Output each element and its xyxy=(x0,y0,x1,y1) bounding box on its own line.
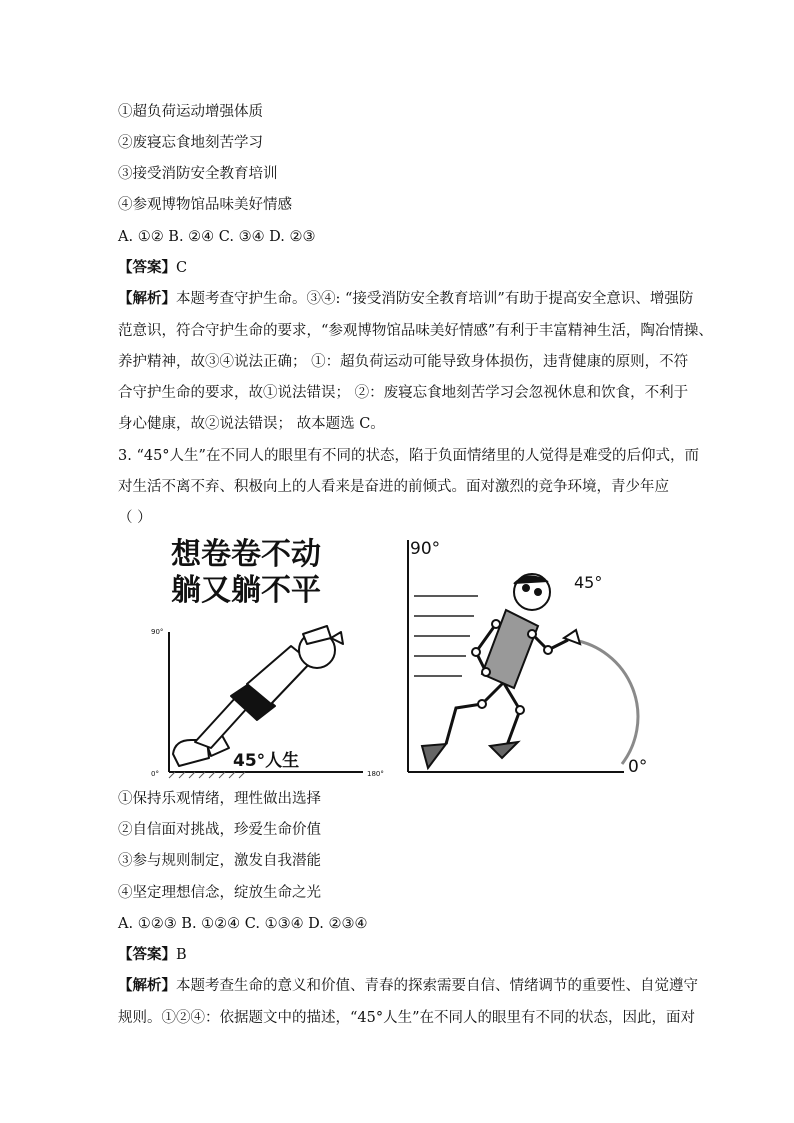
q3-stem-line-3: （ ） xyxy=(118,510,152,526)
q3-analysis-line-2: 规则。①②④：依据题文中的描述，“45°人生”在不同人的眼里有不同的状态，因此，面对 xyxy=(118,1010,696,1026)
q3-option-1: ①保持乐观情绪，理性做出选择 xyxy=(118,791,321,807)
q3-analysis-text-1: 本题考查生命的意义和价值、青春的探索需要自信、情绪调节的重要性、自觉遵守 xyxy=(176,978,698,994)
leaning-person xyxy=(173,626,343,766)
left-axis-0: 0° xyxy=(151,770,159,778)
q2-option-2: ②废寝忘食地刻苦学习 xyxy=(118,135,263,151)
q2-option-3: ③接受消防安全教育培训 xyxy=(118,166,278,182)
q2-analysis-line-2: 范意识，符合守护生命的要求，“参观博物馆品味美好情感”有利于丰富精神生活，陶冶情操、 xyxy=(118,323,713,339)
angle-arc xyxy=(574,640,638,764)
q2-option-4: ④参观博物馆品味美好情感 xyxy=(118,197,292,213)
q2-choices: A. ①② B. ②④ C. ③④ D. ②③ xyxy=(118,229,316,245)
q2-analysis-line-3: 养护精神，故③④说法正确； ①：超负荷运动可能导致身体损伤，违背健康的原则，不符 xyxy=(118,354,689,370)
runner-body xyxy=(422,574,580,768)
q3-option-3: ③参与规则制定，激发自我潜能 xyxy=(118,853,321,869)
q3-choices: A. ①②③ B. ①②④ C. ①③④ D. ②③④ xyxy=(118,916,368,932)
q2-option-1: ①超负荷运动增强体质 xyxy=(118,104,263,120)
speed-lines xyxy=(414,596,478,676)
q3-stem-line-2: 对生活不离不弃、积极向上的人看来是奋进的前倾式。面对激烈的竞争环境，青少年应 xyxy=(118,479,669,495)
q3-answer-tag: 【答案】 xyxy=(118,946,176,963)
q3-option-2: ②自信面对挑战，珍爱生命价值 xyxy=(118,822,321,838)
q2-answer xyxy=(118,258,187,278)
q2-analysis-text-1: 本题考查守护生命。③④: “接受消防安全教育培训”有助于提高安全意识、增强防 xyxy=(176,291,694,307)
q3-analysis-line-1 xyxy=(118,976,698,996)
q2-answer-value: C xyxy=(176,260,188,276)
figure-running-person xyxy=(398,532,660,777)
q3-stem-line-1: 3. “45°人生”在不同人的眼里有不同的状态，陷于负面情绪里的人觉得是难受的后仰式，而 xyxy=(118,448,699,464)
right-axis-90: 90° xyxy=(410,539,441,559)
left-axis-90: 90° xyxy=(151,628,164,636)
figure-headline-1: 想卷卷不动 xyxy=(171,537,321,572)
q3-answer xyxy=(118,945,187,965)
figure-caption: 45°人生 xyxy=(233,751,300,771)
figure-headline-2: 躺又躺不平 xyxy=(171,573,321,608)
left-axis-180: 180° xyxy=(367,770,384,778)
q3-answer-value: B xyxy=(176,947,187,963)
q3-option-4: ④坚定理想信念，绽放生命之光 xyxy=(118,885,321,901)
q2-analysis-line-4: 合守护生命的要求，故①说法错误； ②：废寝忘食地刻苦学习会忽视休息和饮食，不利于 xyxy=(118,385,689,401)
q2-answer-tag: 【答案】 xyxy=(118,259,176,276)
q2-analysis-line-1 xyxy=(118,289,693,309)
right-angle-45: 45° xyxy=(574,573,603,592)
q3-analysis-tag: 【解析】 xyxy=(118,977,176,994)
right-axis-0: 0° xyxy=(628,757,648,777)
figure-lying-person xyxy=(145,534,390,782)
q2-analysis-tag: 【解析】 xyxy=(118,290,176,307)
q2-analysis-line-5: 身心健康，故②说法错误； 故本题选 C。 xyxy=(118,416,385,432)
